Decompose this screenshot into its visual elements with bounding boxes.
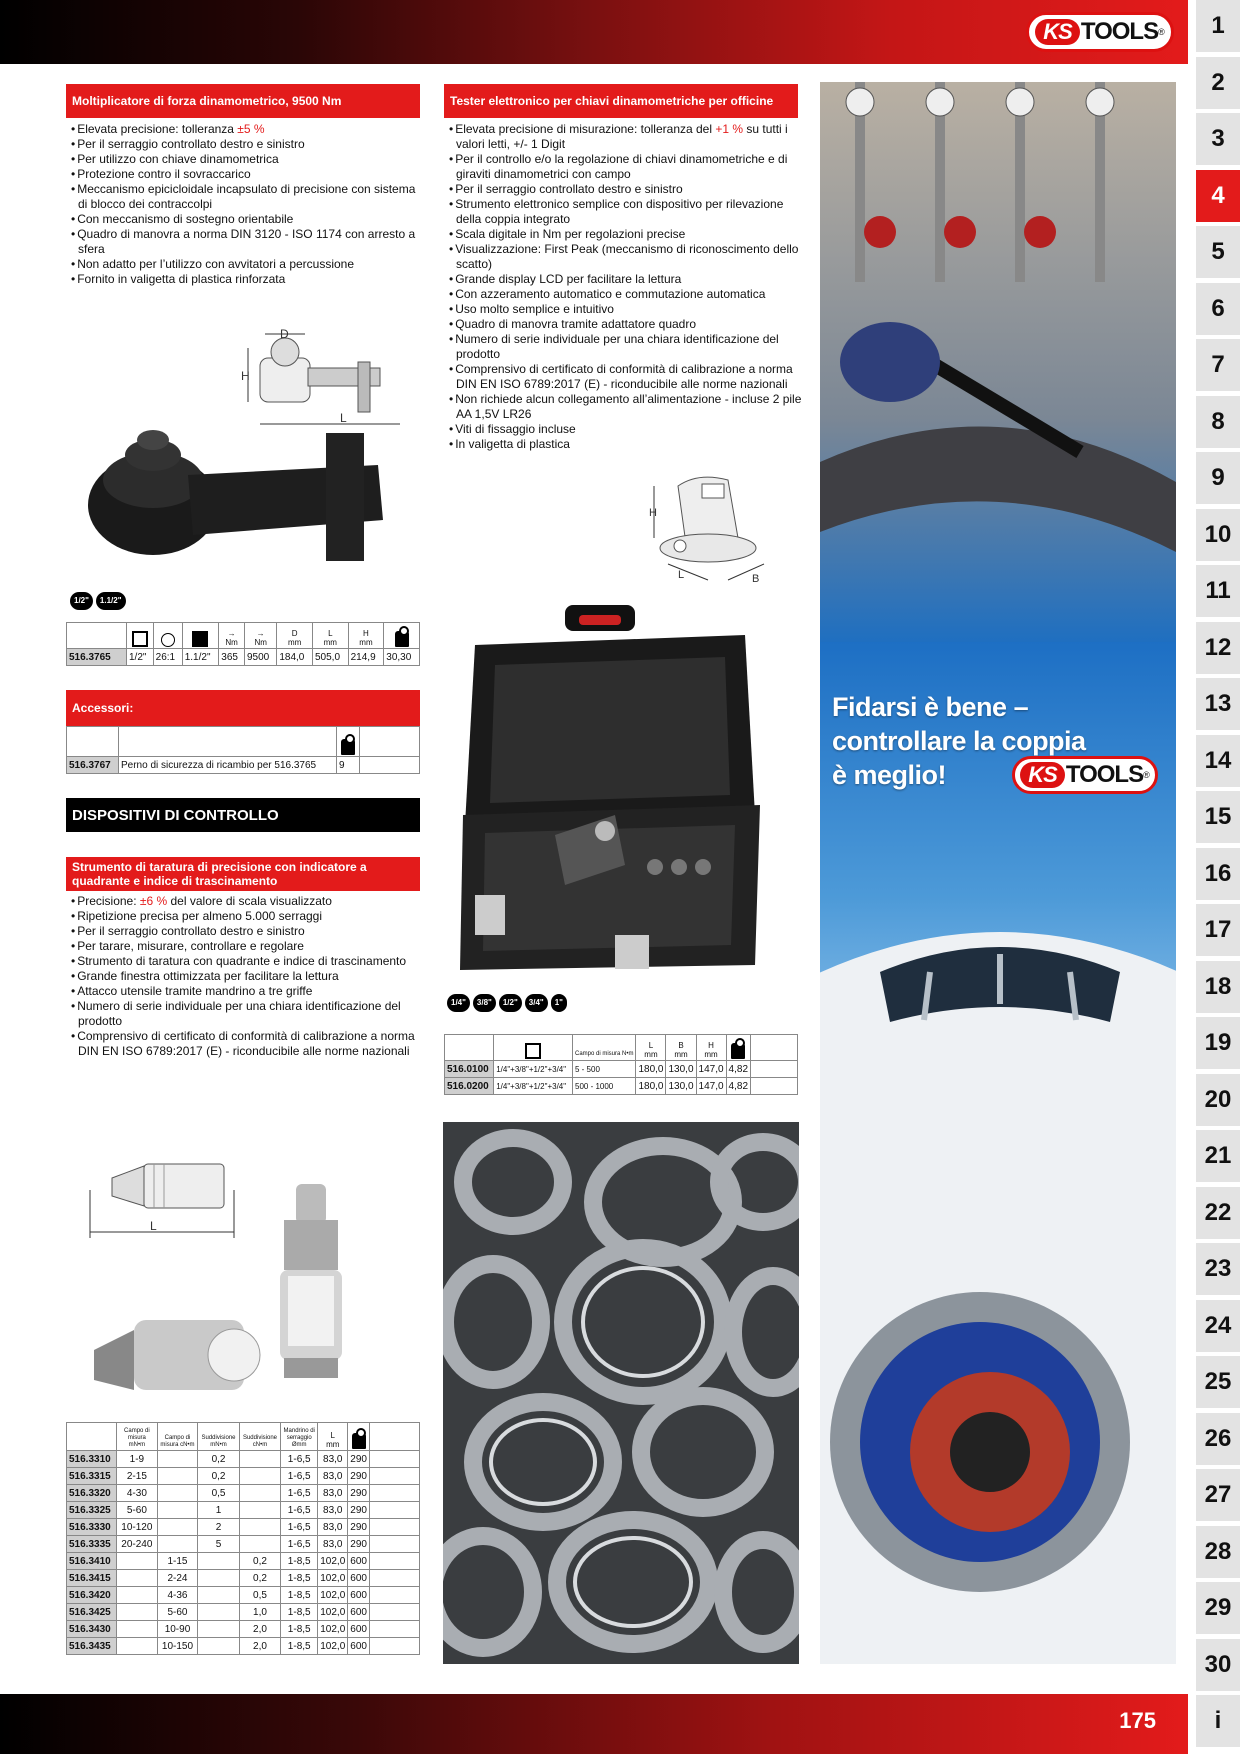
footer-bar <box>0 1694 1188 1754</box>
tab-chapter-3[interactable]: 3 <box>1196 113 1240 165</box>
list-item: • Per tarare, misurare, controllare e regolare <box>70 939 424 954</box>
weight-icon <box>731 1043 745 1059</box>
tab-chapter-17[interactable]: 17 <box>1196 904 1240 956</box>
list-item: • Per il serraggio controllato destro e sinistro <box>70 137 424 152</box>
tab-chapter-5[interactable]: 5 <box>1196 226 1240 278</box>
table-row: 516.3320 4-30 0,5 1-6,5 83,0 290 <box>67 1485 420 1502</box>
tab-chapter-6[interactable]: 6 <box>1196 283 1240 335</box>
ks-tools-logo-banner: KS TOOLS ® <box>1012 756 1158 794</box>
tab-chapter-22[interactable]: 22 <box>1196 1187 1240 1239</box>
tab-chapter-9[interactable]: 9 <box>1196 452 1240 504</box>
list-item: • Quadro di manovra tramite adattatore quadro <box>448 317 802 332</box>
weight-icon <box>395 631 409 647</box>
list-item: • Comprensivo di certificato di conformità di calibrazione a norma DIN EN ISO 6789:2017 (E) - riconducibile alle norme nazionali <box>70 1029 424 1059</box>
dim-h-label: H <box>649 507 657 519</box>
output-square-icon <box>192 631 208 647</box>
list-item: • Per il serraggio controllato destro e sinistro <box>448 182 802 197</box>
calibration-spec-table: Campo di misura mN•m Campo di misura cN•m Suddivisione mN•m Suddivisione cN•m Mandrino di serraggio Ømm L mm 516.3310 1-9 0,2 1-6,5 83,0 290 516.3315 2-15 0,2 1-6,5 83,0 290 516.3320 4-30 0,5 1-6,5 83,0 290 516.3325 5-60 1 1-6,5 83,0 290 516.3330 10-120 2 1-6,5 83,0 290 516.3335 20-240 5 1-6,5 83,0 290 516.3410 1-15 0,2 1-8,5 102,0 600 516.3415 2-24 0,2 1-8,5 102,0 600 516.3420 4-36 0,5 1-8,5 102,0 600 516.3425 5-60 1,0 1-8,5 102,0 600 516.3430 10-90 2,0 1-8,5 102,0 600 516.3435 10-150 2,0 1-8,5 102,0 600 <box>66 1422 420 1655</box>
multiplier-features <box>70 122 424 287</box>
tester-spec-table: Campo di misura N•m L mm B mm H mm 516.0100 1/4"+3/8"+1/2"+3/4" 5 - 500 180,0 130,0 147,0 4,82 516.0200 1/4"+3/8"+1/2"+3/4" 500 - 1000 180,0 130,0 147,0 4,82 <box>444 1034 798 1095</box>
calibration-tool-photo <box>84 1180 394 1400</box>
table-row: 516.3435 10-150 2,0 1-8,5 102,0 600 <box>67 1638 420 1655</box>
tab-chapter-i[interactable]: i <box>1196 1695 1240 1747</box>
tester-features <box>448 122 802 452</box>
tab-chapter-2[interactable]: 2 <box>1196 57 1240 109</box>
tab-chapter-18[interactable]: 18 <box>1196 961 1240 1013</box>
dim-b-label: B <box>752 573 760 585</box>
list-item: • Strumento elettronico semplice con dispositivo per rilevazione della coppia integrato <box>448 197 802 227</box>
table-row: 516.3430 10-90 2,0 1-8,5 102,0 600 <box>67 1621 420 1638</box>
tab-chapter-8[interactable]: 8 <box>1196 396 1240 448</box>
list-item: • Grande display LCD per facilitare la lettura <box>448 272 802 287</box>
square-drive-icon <box>525 1043 541 1059</box>
accessories-title: Accessori: <box>66 690 420 726</box>
industrial-photo <box>820 82 1176 642</box>
table-row: 516.3765 1/2" 26:1 1.1/2" 365 9500 184,0 505,0 214,9 30,30 <box>67 649 420 666</box>
list-item: • Uso molto semplice e intuitivo <box>448 302 802 317</box>
tab-chapter-23[interactable]: 23 <box>1196 1243 1240 1295</box>
table-row: 516.3410 1-15 0,2 1-8,5 102,0 600 <box>67 1553 420 1570</box>
list-item: • Visualizzazione: First Peak (meccanismo di riconoscimento dello scatto) <box>448 242 802 272</box>
list-item: • Ripetizione precisa per almeno 5.000 serraggi <box>70 909 424 924</box>
table-row: 516.3315 2-15 0,2 1-6,5 83,0 290 <box>67 1468 420 1485</box>
multiplier-spec-table: → Nm → Nm D mm L mm H mm 516.3765 1/2" 26:1 1.1/2" 365 9500 184,0 505,0 214,9 30,30 <box>66 622 420 666</box>
torque-multiplier-photo <box>78 425 403 575</box>
multiplier-drive-icons: 1/2" 1.1/2" <box>70 592 126 610</box>
tab-chapter-30[interactable]: 30 <box>1196 1639 1240 1691</box>
table-row: 516.3325 5-60 1 1-6,5 83,0 290 <box>67 1502 420 1519</box>
list-item: • Elevata precisione di misurazione: tolleranza del +1 % su tutti i valori letti, +/- 1 Digit <box>448 122 802 152</box>
table-row: 516.0100 1/4"+3/8"+1/2"+3/4" 5 - 500 180,0 130,0 147,0 4,82 <box>445 1061 798 1078</box>
ks-tools-logo: KS TOOLS ® <box>1026 12 1174 52</box>
list-item: • Quadro di manovra a norma DIN 3120 - ISO 1174 con arresto a sfera <box>70 227 424 257</box>
ratio-icon <box>161 633 175 647</box>
multiplier-title: Moltiplicatore di forza dinamometrico, 9500 Nm <box>66 84 420 118</box>
table-row: 516.3415 2-24 0,2 1-8,5 102,0 600 <box>67 1570 420 1587</box>
tab-chapter-28[interactable]: 28 <box>1196 1526 1240 1578</box>
list-item: • Attacco utensile tramite mandrino a tre griffe <box>70 984 424 999</box>
tab-chapter-21[interactable]: 21 <box>1196 1130 1240 1182</box>
tab-chapter-7[interactable]: 7 <box>1196 339 1240 391</box>
tab-chapter-13[interactable]: 13 <box>1196 678 1240 730</box>
tester-dimension-drawing <box>648 468 778 586</box>
list-item: • In valigetta di plastica <box>448 437 802 452</box>
dim-d-label: D <box>280 328 289 341</box>
tab-chapter-15[interactable]: 15 <box>1196 791 1240 843</box>
dim-l-label: L <box>340 411 347 425</box>
tab-chapter-24[interactable]: 24 <box>1196 1300 1240 1352</box>
tab-chapter-19[interactable]: 19 <box>1196 1017 1240 1069</box>
list-item: • Con meccanismo di sostegno orientabile <box>70 212 424 227</box>
tab-chapter-16[interactable]: 16 <box>1196 848 1240 900</box>
header-bar <box>0 0 1188 64</box>
page-number: 175 <box>1119 1708 1156 1733</box>
list-item: • Grande finestra ottimizzata per facilitare la lettura <box>70 969 424 984</box>
multiplier-dimension-drawing <box>240 328 410 438</box>
square-drive-icon <box>132 631 148 647</box>
airplane-photo <box>820 642 1176 1664</box>
tester-title: Tester elettronico per chiavi dinamometriche per officine <box>444 84 798 118</box>
table-row: 516.0200 1/4"+3/8"+1/2"+3/4" 500 - 1000 180,0 130,0 147,0 4,82 <box>445 1078 798 1095</box>
tab-chapter-11[interactable]: 11 <box>1196 565 1240 617</box>
dim-l-label: L <box>678 569 685 581</box>
list-item: • Con azzeramento automatico e commutazione automatica <box>448 287 802 302</box>
list-item: • Per il serraggio controllato destro e sinistro <box>70 924 424 939</box>
metal-rings-photo <box>443 1122 799 1664</box>
chapter-tabs <box>1196 0 1240 1754</box>
tab-chapter-4[interactable]: 4 <box>1196 170 1240 222</box>
list-item: • Strumento di taratura con quadrante e indice di trascinamento <box>70 954 424 969</box>
list-item: • Non adatto per l’utilizzo con avvitatori a percussione <box>70 257 424 272</box>
tab-chapter-26[interactable]: 26 <box>1196 1413 1240 1465</box>
tester-drive-icons: 1/4" 3/8" 1/2" 3/4" 1" <box>447 994 567 1012</box>
table-row: 516.3767 Perno di sicurezza di ricambio per 516.3765 9 <box>67 757 420 774</box>
table-row: 516.3335 20-240 5 1-6,5 83,0 290 <box>67 1536 420 1553</box>
list-item: • Precisione: ±6 % del valore di scala visualizzato <box>70 894 424 909</box>
tab-chapter-1[interactable]: 1 <box>1196 0 1240 52</box>
table-row: 516.3425 5-60 1,0 1-8,5 102,0 600 <box>67 1604 420 1621</box>
list-item: • Protezione contro il sovraccarico <box>70 167 424 182</box>
tab-chapter-29[interactable]: 29 <box>1196 1582 1240 1634</box>
section-title: DISPOSITIVI DI CONTROLLO <box>66 798 420 832</box>
tab-chapter-12[interactable]: 12 <box>1196 622 1240 674</box>
list-item: • Scala digitale in Nm per regolazioni precise <box>448 227 802 242</box>
list-item: • Fornito in valigetta di plastica rinforzata <box>70 272 424 287</box>
list-item: • Per utilizzo con chiave dinamometrica <box>70 152 424 167</box>
list-item: • Per il controllo e/o la regolazione di chiavi dinamometriche e di giraviti dinamometrici con campo <box>448 152 802 182</box>
list-item: • Elevata precisione: tolleranza ±5 % <box>70 122 424 137</box>
list-item: • Numero di serie individuale per una chiara identificazione del prodotto <box>70 999 424 1029</box>
calibration-title: Strumento di taratura di precisione con indicatore a quadrante e indice di trascinamento <box>66 857 420 891</box>
table-row: 516.3310 1-9 0,2 1-6,5 83,0 290 <box>67 1451 420 1468</box>
list-item: • Comprensivo di certificato di conformità di calibrazione a norma DIN EN ISO 6789:2017 (E) - riconducibile alle norme nazionali <box>448 362 802 392</box>
list-item: • Numero di serie individuale per una chiara identificazione del prodotto <box>448 332 802 362</box>
tab-chapter-25[interactable]: 25 <box>1196 1356 1240 1408</box>
tab-chapter-20[interactable]: 20 <box>1196 1074 1240 1126</box>
accessories-table <box>66 726 420 774</box>
tab-chapter-14[interactable]: 14 <box>1196 735 1240 787</box>
tester-case-photo <box>455 605 795 980</box>
list-item: • Meccanismo epicicloidale incapsulato di precisione con sistema di blocco dei contraccolpi <box>70 182 424 212</box>
table-row: 516.3420 4-36 0,5 1-8,5 102,0 600 <box>67 1587 420 1604</box>
dim-h-label: H <box>241 369 250 383</box>
banner-slogan: Fidarsi è bene – controllare la coppia è meglio! <box>832 692 1086 790</box>
tab-chapter-27[interactable]: 27 <box>1196 1469 1240 1521</box>
calibration-features <box>70 894 424 1059</box>
tab-chapter-10[interactable]: 10 <box>1196 509 1240 561</box>
list-item: • Non richiede alcun collegamento all’alimentazione - incluse 2 pile AA 1,5V LR26 <box>448 392 802 422</box>
weight-icon <box>341 739 355 755</box>
table-row: 516.3330 10-120 2 1-6,5 83,0 290 <box>67 1519 420 1536</box>
list-item: • Viti di fissaggio incluse <box>448 422 802 437</box>
weight-icon <box>352 1433 366 1449</box>
dim-l-label: L <box>150 1219 157 1233</box>
